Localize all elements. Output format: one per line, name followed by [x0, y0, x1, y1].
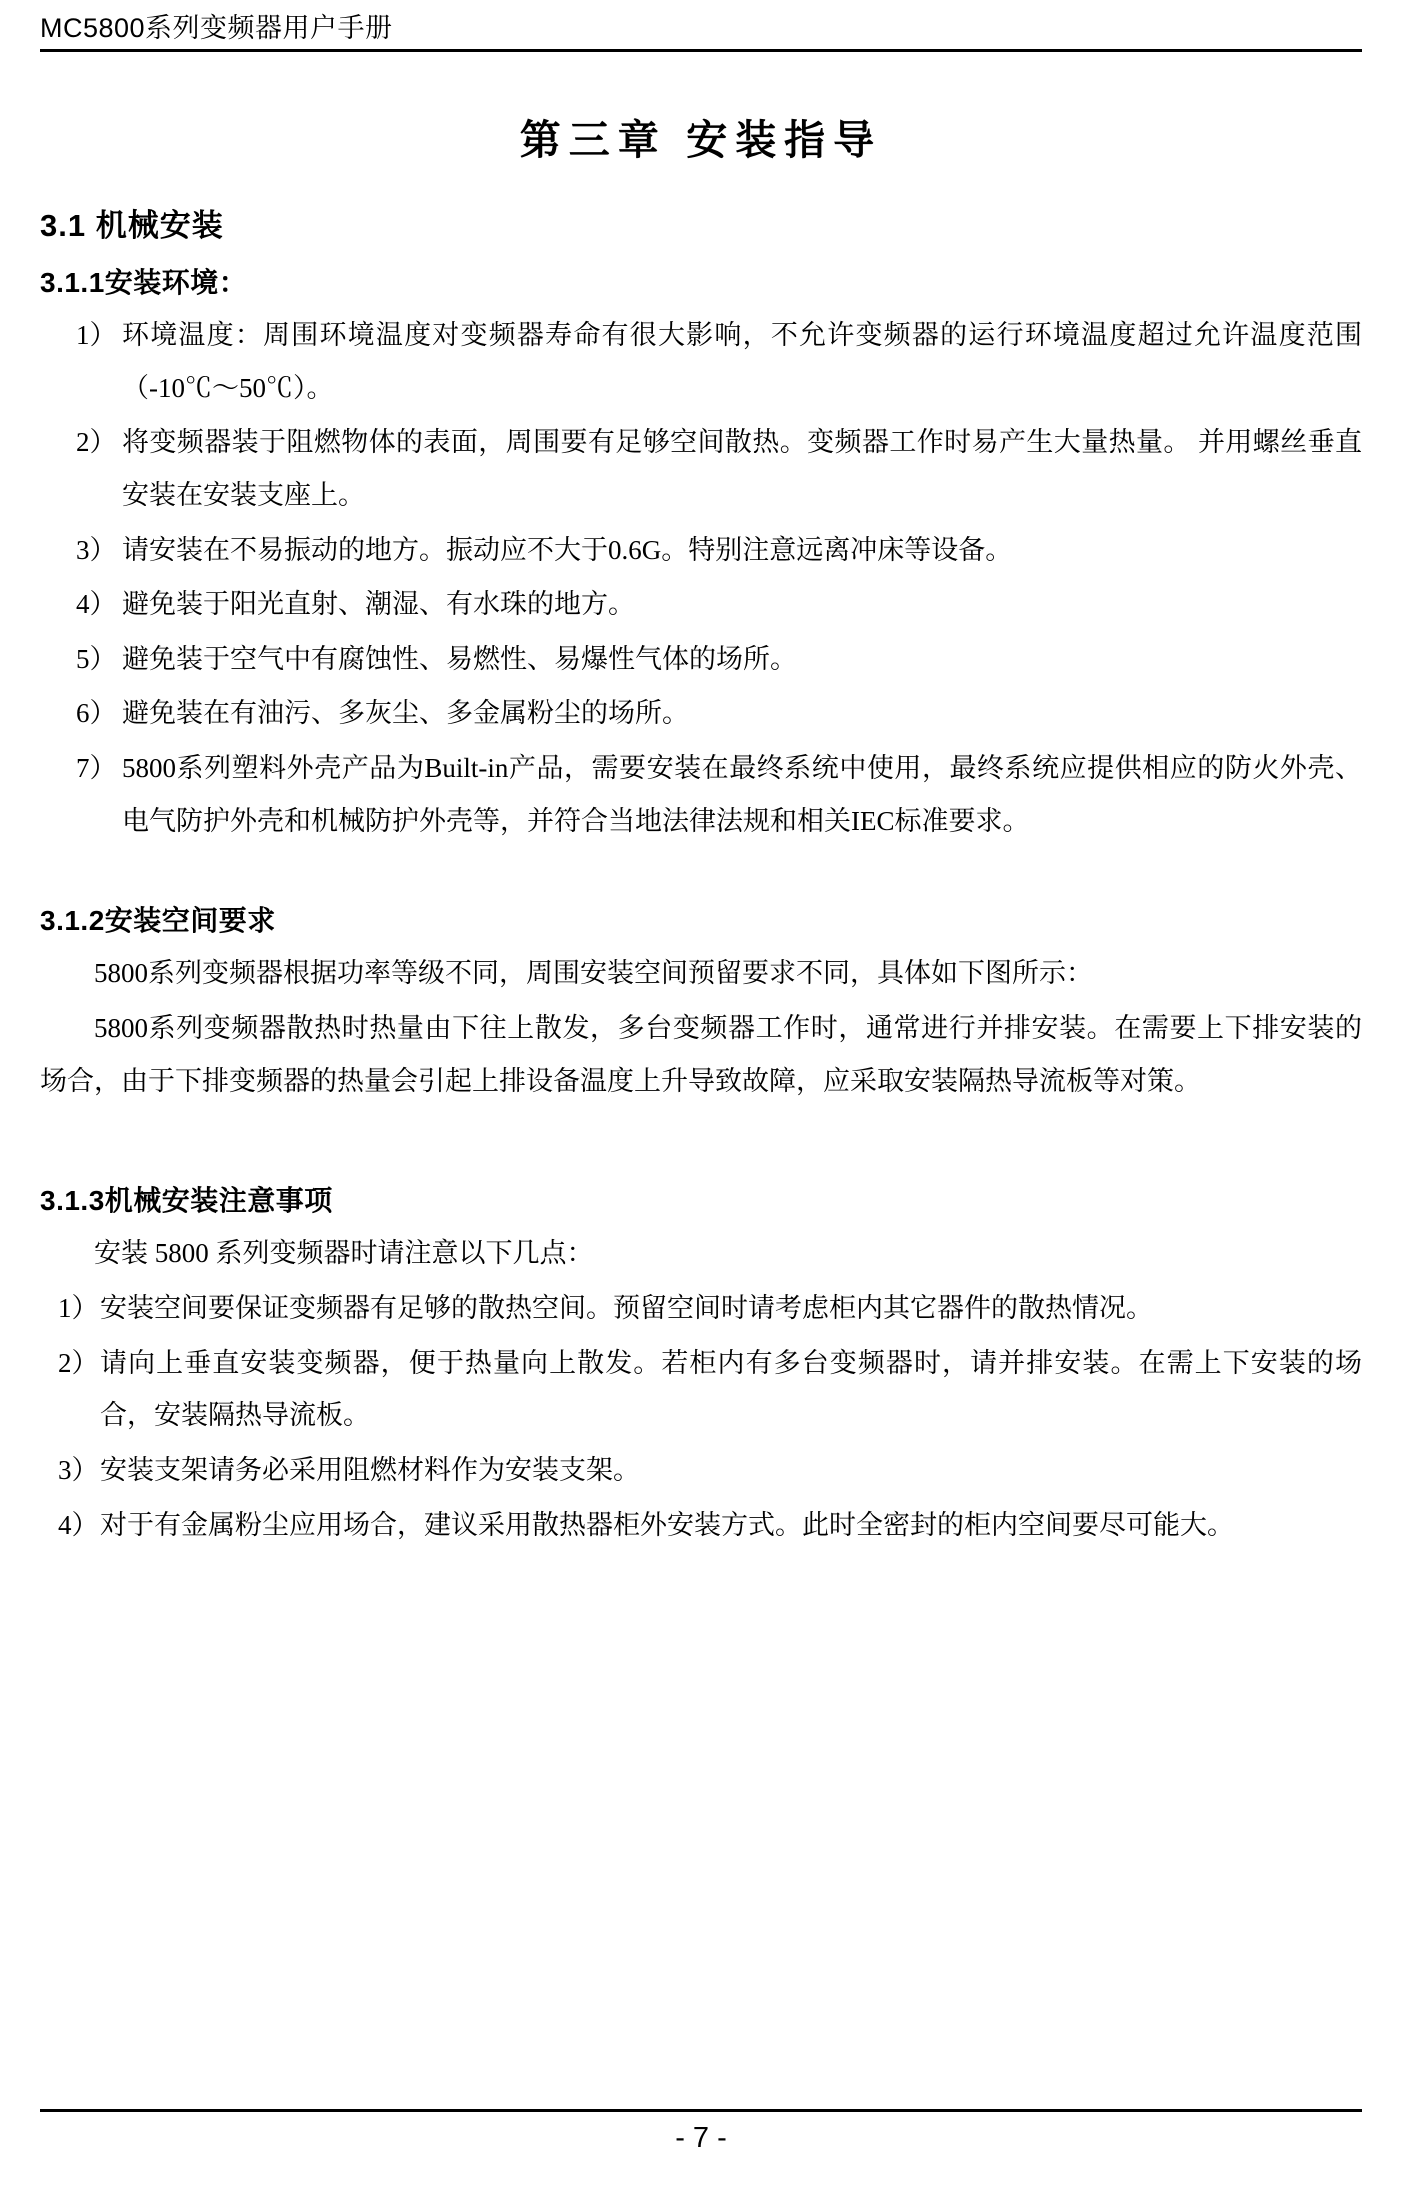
paragraph-mechanical-notes-lead: 安装 5800 系列变频器时请注意以下几点： — [94, 1238, 594, 1269]
list-item-text: 避免装于空气中有腐蚀性、易燃性、易爆性气体的场所。 — [122, 643, 797, 674]
subsection-heading-3-1-3: 3.1.3机械安装注意事项 — [40, 1185, 333, 1217]
list-item-number: 6） — [76, 698, 117, 729]
list-item — [40, 524, 1362, 577]
list-item — [40, 309, 1362, 414]
page-header — [40, 0, 1362, 45]
list-item — [40, 416, 1362, 521]
chapter-title: 第三章 安装指导 — [519, 117, 883, 163]
list-item-text: 请向上垂直安装变频器，便于热量向上散发。若柜内有多台变频器时，请并排安装。在需上下安装的场合，安装隔热导流板。 — [100, 1347, 1362, 1431]
subsection-heading-3-1-2: 3.1.2安装空间要求 — [40, 905, 276, 937]
list-item-text: 将变频器装于阻燃物体的表面，周围要有足够空间散热。变频器工作时易产生大量热量。 并用螺丝垂直安装在安装支座上。 — [122, 427, 1362, 510]
list-item-text: 安装空间要保证变频器有足够的散热空间。预留空间时请考虑柜内其它器件的散热情况。 — [100, 1292, 1153, 1323]
list-item-number: 3） — [58, 1454, 99, 1485]
paragraph-space-requirement-1: 5800系列变频器根据功率等级不同，周围安装空间预留要求不同，具体如下图所示： — [94, 958, 1093, 989]
mechanical-notes-list — [40, 1282, 1362, 1551]
list-item-text: 环境温度：周围环境温度对变频器寿命有很大影响，不允许变频器的运行环境温度超过允许温度范围 （-10℃～50℃）。 — [122, 320, 1362, 403]
list-item — [40, 742, 1362, 847]
list-item-text: 5800系列塑料外壳产品为Built-in产品，需要安装在最终系统中使用，最终系统应提供相应的防火外壳、电气防护外壳和机械防护外壳等，并符合当地法律法规和相关IEC标准要求。 — [122, 753, 1362, 836]
list-item-text: 对于有金属粉尘应用场合，建议采用散热器柜外安装方式。此时全密封的柜内空间要尽可能大。 — [100, 1509, 1234, 1540]
list-item — [40, 578, 1362, 631]
list-item — [40, 1444, 1362, 1497]
list-item-number: 4） — [76, 589, 117, 620]
subsection-heading-3-1-1: 3.1.1安装环境： — [40, 267, 248, 298]
list-item-text: 避免装于阳光直射、潮湿、有水珠的地方。 — [122, 589, 635, 620]
list-item-number: 1） — [76, 320, 117, 350]
section-heading-3-1: 3.1 机械安装 — [40, 208, 224, 243]
list-item-text: 避免装在有油污、多灰尘、多金属粉尘的场所。 — [122, 698, 689, 729]
list-item-number: 2） — [58, 1347, 99, 1378]
running-title: MC5800系列变频器用户手册 — [40, 13, 393, 43]
header-divider — [40, 49, 1362, 52]
list-item-number: 1） — [58, 1292, 99, 1323]
list-item — [40, 1282, 1362, 1335]
list-item-number: 2） — [76, 427, 117, 458]
list-item — [40, 1499, 1362, 1552]
list-item-number: 7） — [76, 753, 117, 784]
list-item-text: 请安装在不易振动的地方。振动应不大于0.6G。特别注意远离冲床等设备。 — [122, 534, 1013, 565]
list-item-text: 安装支架请务必采用阻燃材料作为安装支架。 — [100, 1454, 640, 1485]
list-item-number: 3） — [76, 534, 117, 565]
footer-divider — [40, 2109, 1362, 2112]
list-item-number: 5） — [76, 643, 117, 674]
list-item — [40, 1337, 1362, 1442]
list-item — [40, 687, 1362, 740]
page-number: - 7 - — [675, 2122, 727, 2154]
list-item-number: 4） — [58, 1509, 99, 1540]
install-environment-list — [40, 309, 1362, 847]
paragraph-space-requirement-2: 5800系列变频器散热时热量由下往上散发，多台变频器工作时，通常进行并排安装。在需要上下排安装的场合，由于下排变频器的热量会引起上排设备温度上升导致故障，应采取安装隔热导流板等对策。 — [40, 1013, 1362, 1096]
page-footer — [40, 2109, 1362, 2155]
list-item — [40, 633, 1362, 686]
